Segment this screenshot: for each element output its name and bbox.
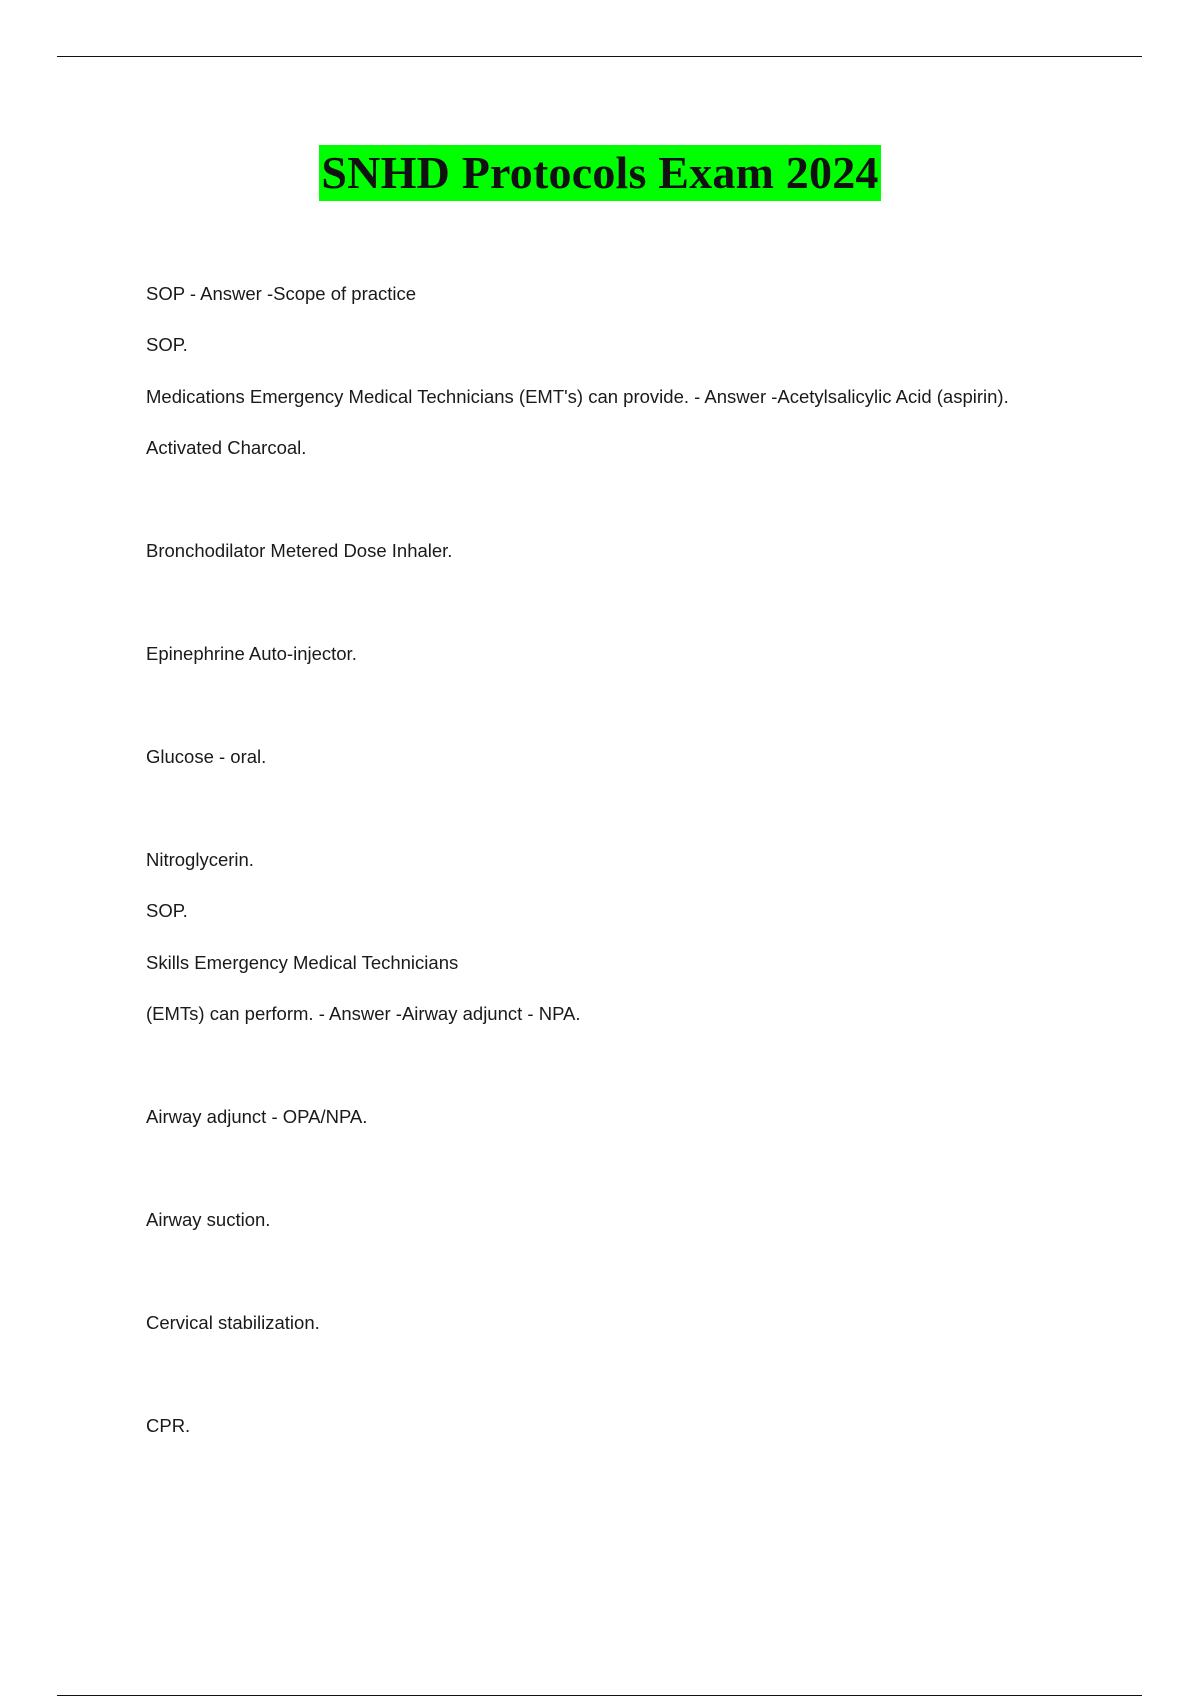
title-container <box>0 145 1200 201</box>
text-line: Glucose - oral. <box>146 746 267 767</box>
document-title: SNHD Protocols Exam 2024 <box>319 145 880 201</box>
text-line: Airway adjunct - OPA/NPA. <box>146 1106 368 1127</box>
text-line: Airway suction. <box>146 1209 271 1230</box>
footer-rule <box>57 1695 1142 1696</box>
text-line: Activated Charcoal. <box>146 437 307 458</box>
text-line: SOP. <box>146 334 188 355</box>
text-line: Skills Emergency Medical Technicians <box>146 952 459 973</box>
text-line: Nitroglycerin. <box>146 849 254 870</box>
text-line: SOP - Answer -Scope of practice <box>146 283 417 304</box>
text-line: (EMTs) can perform. - Answer -Airway adjunct - NPA. <box>146 1003 581 1024</box>
text-line: Cervical stabilization. <box>146 1312 320 1333</box>
text-line: CPR. <box>146 1415 191 1436</box>
text-line: Epinephrine Auto-injector. <box>146 643 357 664</box>
text-line: Bronchodilator Metered Dose Inhaler. <box>146 540 453 561</box>
header-rule <box>57 56 1142 57</box>
text-line: Medications Emergency Medical Technicians (EMT's) can provide. - Answer -Acetylsalicylic Acid (aspirin). <box>146 386 1009 407</box>
text-line: SOP. <box>146 900 188 921</box>
